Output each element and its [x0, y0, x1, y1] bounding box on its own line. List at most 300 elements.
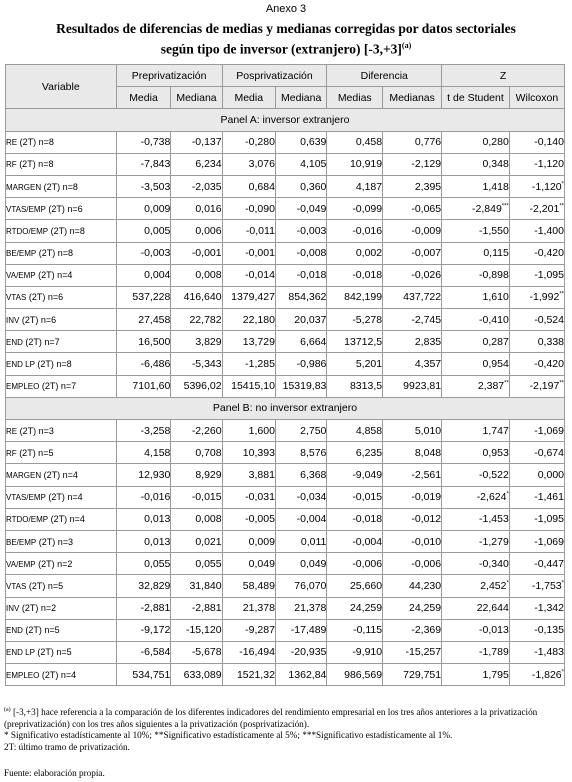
header-sub-media: Media [222, 87, 275, 109]
cell-value: -1,789 [479, 646, 509, 659]
variable-sample: (2T) n=8 [37, 359, 72, 370]
cell-value: 437,722 [403, 291, 442, 304]
value-cell [327, 242, 383, 264]
cell-value: 0,684 [248, 180, 275, 193]
cell-value: -0,019 [411, 491, 442, 504]
value-cell [222, 597, 275, 619]
value-cell [171, 220, 222, 242]
value-cell [275, 575, 326, 597]
value-cell [442, 375, 510, 397]
value-cell [116, 464, 171, 486]
cell-value: 6,234 [195, 158, 222, 171]
value-cell [222, 486, 275, 508]
value-cell [442, 198, 510, 220]
table-row [6, 464, 565, 486]
cell-value: 0,348 [482, 158, 509, 171]
value-cell [222, 264, 275, 286]
cell-value: 31,840 [189, 579, 222, 592]
footnote-a: $^{(a)}$ [-3,+3] hace referencia a la comparación de los diferentes indicadores del rendimiento empresarial en los tres años anteriores a la privatización (preprivatización) con los tres años siguientes a la privatización (posprivatización). [4, 707, 538, 729]
cell-value: -2,745 [411, 313, 442, 326]
cell-value: 2,750 [300, 424, 327, 437]
value-cell [509, 464, 564, 486]
value-cell [275, 664, 326, 686]
value-cell [383, 575, 442, 597]
table-row [6, 641, 565, 663]
variable-cell [6, 420, 117, 442]
cell-value: 3,881 [248, 468, 275, 481]
cell-value: 4,187 [355, 180, 383, 193]
value-cell [222, 530, 275, 552]
table-row [6, 175, 565, 197]
variable-sample: (2T) n=7 [25, 336, 60, 347]
cell-value: 0,006 [195, 224, 222, 237]
results-table [5, 64, 565, 686]
value-cell [275, 198, 326, 220]
variable-cell [6, 508, 117, 530]
value-cell [275, 530, 326, 552]
value-cell [275, 375, 326, 397]
variable-name: END LP [6, 360, 35, 370]
value-cell [116, 619, 171, 641]
value-cell [171, 175, 222, 197]
value-cell [509, 442, 564, 464]
table-row [6, 264, 565, 286]
value-cell [383, 331, 442, 353]
value-cell [171, 442, 222, 464]
value-cell [327, 198, 383, 220]
variable-name: END [6, 337, 23, 347]
cell-value: 1,600 [248, 424, 275, 437]
cell-value: -1,069 [534, 535, 564, 548]
value-cell [442, 309, 510, 331]
significance-mark: ** [559, 291, 564, 298]
table-row [6, 575, 565, 597]
cell-value: 5,010 [414, 424, 442, 437]
value-cell [383, 619, 442, 641]
cell-value: -1,095 [534, 269, 564, 282]
cell-value: -2,849 [472, 202, 502, 215]
cell-value: 0,049 [248, 557, 275, 570]
variable-cell [6, 309, 117, 331]
value-cell [442, 530, 510, 552]
cell-value: 2,452 [480, 579, 507, 592]
cell-value: 729,751 [403, 668, 442, 681]
value-cell [171, 309, 222, 331]
value-cell [442, 242, 510, 264]
cell-value: 4,357 [414, 358, 442, 371]
value-cell [171, 375, 222, 397]
cell-value: -0,018 [352, 269, 383, 282]
title-line-2: según tipo de inversor (extranjero) $[-3,+3]^{(a)}$ [160, 41, 412, 57]
cell-value: -0,420 [534, 247, 564, 260]
value-cell [509, 641, 564, 663]
value-cell [509, 264, 564, 286]
value-cell [171, 131, 222, 153]
variable-cell [6, 375, 117, 397]
value-cell [116, 131, 171, 153]
value-cell [442, 508, 510, 530]
value-cell [509, 131, 564, 153]
cell-value: -2,624 [476, 491, 507, 504]
panel-title: Panel A: inversor extranjero [6, 109, 565, 131]
value-cell [275, 309, 326, 331]
value-cell [327, 530, 383, 552]
value-cell [442, 264, 510, 286]
variable-cell [6, 664, 117, 686]
cell-value: 0,016 [195, 202, 222, 215]
cell-value: 6,368 [300, 468, 327, 481]
cell-value: 534,751 [132, 668, 171, 681]
value-cell [116, 553, 171, 575]
cell-value: 5396,02 [183, 380, 222, 393]
variable-name: RF [6, 160, 17, 170]
variable-cell [6, 597, 117, 619]
cell-value: 16,500 [138, 335, 171, 348]
cell-value: 4,158 [144, 446, 171, 459]
header-row-groups [6, 65, 565, 87]
cell-value: 4,858 [355, 424, 383, 437]
cell-value: -1,753 [531, 579, 562, 592]
cell-value: -0,006 [411, 557, 442, 570]
value-cell [222, 175, 275, 197]
value-cell [222, 375, 275, 397]
value-cell [275, 286, 326, 308]
variable-sample: (2T) n=2 [38, 558, 73, 569]
cell-value: -0,898 [479, 269, 509, 282]
cell-value: -7,843 [140, 158, 171, 171]
value-cell [116, 353, 171, 375]
table-row [6, 242, 565, 264]
header-diferencia: Diferencia [327, 65, 442, 87]
value-cell [222, 619, 275, 641]
cell-value: 6,664 [300, 335, 327, 348]
variable-cell [6, 353, 117, 375]
value-cell [383, 420, 442, 442]
cell-value: -1,120 [531, 180, 562, 193]
value-cell [116, 508, 171, 530]
value-cell [509, 198, 564, 220]
cell-value: -0,986 [296, 358, 327, 371]
variable-name: INV [6, 315, 20, 325]
significance-mark: * [561, 181, 564, 188]
value-cell [383, 264, 442, 286]
table-row [6, 198, 565, 220]
variable-cell [6, 264, 117, 286]
cell-value: 0,013 [144, 513, 171, 526]
cell-value: 8,048 [414, 446, 442, 459]
cell-value: 13712,5 [344, 335, 383, 348]
cell-value: 986,569 [344, 668, 383, 681]
value-cell [327, 553, 383, 575]
value-cell [222, 442, 275, 464]
value-cell [327, 664, 383, 686]
cell-value: 1,795 [482, 668, 509, 681]
header-sub-medias: Medias [327, 87, 383, 109]
header-sub-t-student: t de Student [442, 87, 510, 109]
variable-name: RE [6, 138, 18, 148]
cell-value: -0,008 [296, 247, 327, 260]
variable-name: RTDO/EMP [6, 515, 49, 525]
value-cell [442, 153, 510, 175]
value-cell [116, 331, 171, 353]
variable-sample: (2T) n=3 [38, 536, 74, 547]
variable-sample: (2T) n=8 [19, 159, 54, 170]
table-row [6, 131, 565, 153]
value-cell [327, 641, 383, 663]
value-cell [275, 553, 326, 575]
cell-value: 76,070 [294, 579, 327, 592]
cell-value: -2,260 [191, 424, 222, 437]
footnote-2t: 2T: último tramo de privatización. [4, 741, 130, 752]
cell-value: -0,099 [352, 202, 383, 215]
cell-value: 1521,32 [236, 668, 275, 681]
value-cell [327, 353, 383, 375]
value-cell [383, 175, 442, 197]
variable-cell [6, 641, 117, 663]
value-cell [327, 375, 383, 397]
value-cell [116, 597, 171, 619]
cell-value: -0,674 [534, 446, 564, 459]
value-cell [383, 530, 442, 552]
value-cell [442, 597, 510, 619]
cell-value: -20,935 [290, 646, 327, 659]
variable-cell [6, 619, 117, 641]
cell-value: 1,610 [482, 291, 509, 304]
value-cell [509, 309, 564, 331]
value-cell [171, 530, 222, 552]
cell-value: -5,678 [191, 646, 222, 659]
value-cell [383, 131, 442, 153]
variable-name: VA/EMP [6, 271, 36, 281]
header-sub-mediana: Mediana [275, 87, 326, 109]
value-cell [383, 309, 442, 331]
cell-value: 0,002 [355, 247, 383, 260]
cell-value: -0,524 [534, 313, 564, 326]
value-cell [442, 286, 510, 308]
value-cell [383, 242, 442, 264]
value-cell [442, 553, 510, 575]
value-cell [275, 420, 326, 442]
value-cell [275, 264, 326, 286]
cell-value: 0,708 [195, 446, 222, 459]
cell-value: 10,919 [349, 158, 383, 171]
variable-name: INV [6, 604, 20, 614]
table-row [6, 597, 565, 619]
value-cell [222, 420, 275, 442]
table-row [6, 486, 565, 508]
cell-value: -0,003 [140, 247, 171, 260]
value-cell [116, 442, 171, 464]
variable-sample: (2T) n=5 [19, 447, 54, 458]
cell-value: 0,008 [195, 269, 222, 282]
cell-value: 22,180 [242, 313, 275, 326]
value-cell [116, 664, 171, 686]
value-cell [442, 641, 510, 663]
table-row [6, 664, 565, 686]
variable-cell [6, 464, 117, 486]
value-cell [442, 420, 510, 442]
cell-value: -3,258 [140, 424, 171, 437]
value-cell [171, 575, 222, 597]
cell-value: -0,012 [411, 513, 442, 526]
variable-sample: (2T) n=5 [25, 625, 60, 636]
header-variable: Variable [6, 65, 117, 109]
cell-value: 10,393 [242, 446, 275, 459]
cell-value: -0,034 [296, 491, 327, 504]
cell-value: -1,069 [534, 424, 564, 437]
variable-name: END LP [6, 648, 35, 658]
significance-mark: ** [559, 380, 564, 387]
cell-value: -1,453 [479, 513, 509, 526]
variable-name: BE/EMP [6, 249, 37, 259]
table-row [6, 508, 565, 530]
value-cell [327, 575, 383, 597]
value-cell [116, 530, 171, 552]
variable-cell [6, 175, 117, 197]
variable-sample: (2T) n=6 [48, 203, 83, 214]
value-cell [383, 664, 442, 686]
table-row [6, 286, 565, 308]
variable-cell [6, 220, 117, 242]
value-cell [275, 242, 326, 264]
cell-value: 0,776 [414, 136, 442, 149]
variable-cell [6, 331, 117, 353]
variable-cell [6, 198, 117, 220]
value-cell [171, 153, 222, 175]
header-z: Z [442, 65, 565, 87]
variable-sample: (2T) n=8 [38, 248, 74, 259]
value-cell [509, 331, 564, 353]
footnotes [4, 705, 568, 753]
value-cell [327, 175, 383, 197]
cell-value: -1,461 [534, 491, 564, 504]
footnote-significance: * Significativo estadísticamente al 10%; **Significativo estadísticamente al 5%; ***Significativo estadísticamente al 1%. [4, 730, 453, 741]
value-cell [222, 242, 275, 264]
header-sub-media: Media [116, 87, 171, 109]
cell-value: -0,447 [534, 557, 564, 570]
header-sub-medianas: Medianas [383, 87, 442, 109]
cell-value: 58,489 [242, 579, 275, 592]
value-cell [171, 286, 222, 308]
variable-name: VTAS/EMP [6, 493, 46, 503]
value-cell [171, 619, 222, 641]
cell-value: -2,197 [529, 380, 560, 393]
cell-value: 22,782 [189, 313, 222, 326]
value-cell [171, 597, 222, 619]
value-cell [222, 309, 275, 331]
variable-sample: (2T) n=5 [28, 580, 64, 591]
cell-value: -0,090 [245, 202, 275, 215]
variable-sample: (2T) n=4 [38, 270, 73, 281]
value-cell [275, 220, 326, 242]
value-cell [509, 420, 564, 442]
cell-value: 2,835 [414, 335, 442, 348]
value-cell [116, 198, 171, 220]
cell-value: -0,115 [353, 624, 383, 637]
value-cell [275, 131, 326, 153]
cell-value: 32,829 [138, 579, 171, 592]
value-cell [442, 575, 510, 597]
value-cell [442, 619, 510, 641]
value-cell [222, 464, 275, 486]
value-cell [275, 619, 326, 641]
value-cell [383, 508, 442, 530]
value-cell [442, 131, 510, 153]
value-cell [383, 641, 442, 663]
variable-cell [6, 553, 117, 575]
value-cell [383, 442, 442, 464]
cell-value: -0,014 [245, 269, 275, 282]
variable-name: BE/EMP [6, 537, 37, 547]
cell-value: -1,285 [245, 358, 275, 371]
value-cell [116, 264, 171, 286]
value-cell [327, 264, 383, 286]
variable-cell [6, 242, 117, 264]
cell-value: -0,011 [245, 224, 275, 237]
cell-value: 0,013 [144, 535, 171, 548]
cell-value: -0,005 [245, 513, 275, 526]
cell-value: -6,584 [140, 646, 171, 659]
value-cell [442, 464, 510, 486]
value-cell [442, 486, 510, 508]
value-cell [222, 664, 275, 686]
value-cell [442, 331, 510, 353]
value-cell [222, 641, 275, 663]
value-cell [171, 242, 222, 264]
cell-value: -0,010 [411, 535, 442, 548]
cell-value: 0,055 [144, 557, 171, 570]
value-cell [275, 353, 326, 375]
cell-value: 4,105 [300, 158, 327, 171]
significance-mark: *** [501, 203, 509, 210]
cell-value: -0,013 [479, 624, 509, 637]
cell-value: -9,049 [352, 468, 383, 481]
cell-value: 24,259 [349, 602, 383, 615]
value-cell [116, 286, 171, 308]
value-cell [116, 486, 171, 508]
table-row [6, 619, 565, 641]
variable-sample: (2T) n=8 [19, 137, 54, 148]
cell-value: -2,369 [411, 624, 442, 637]
cell-value: -1,483 [534, 646, 564, 659]
cell-value: -0,001 [245, 247, 275, 260]
cell-value: 21,378 [294, 602, 327, 615]
cell-value: 0,639 [300, 136, 327, 149]
value-cell [222, 353, 275, 375]
cell-value: -9,910 [352, 646, 383, 659]
variable-sample: (2T) n=5 [37, 647, 72, 658]
cell-value: 0,005 [144, 224, 171, 237]
value-cell [383, 198, 442, 220]
cell-value: -0,065 [411, 202, 442, 215]
cell-value: -0,137 [191, 136, 222, 149]
cell-value: -0,001 [191, 247, 222, 260]
cell-value: -0,018 [352, 513, 383, 526]
variable-sample: (2T) n=4 [41, 669, 77, 680]
variable-name: RF [6, 448, 17, 458]
variable-name: VTAS [6, 293, 27, 303]
cell-value: -0,135 [534, 624, 564, 637]
cell-value: -0,280 [245, 136, 275, 149]
value-cell [327, 597, 383, 619]
cell-value: -1,826 [531, 668, 562, 681]
value-cell [327, 286, 383, 308]
cell-value: 0,338 [537, 335, 564, 348]
cell-value: 13,729 [242, 335, 275, 348]
variable-cell [6, 286, 117, 308]
table-row [6, 309, 565, 331]
value-cell [171, 664, 222, 686]
